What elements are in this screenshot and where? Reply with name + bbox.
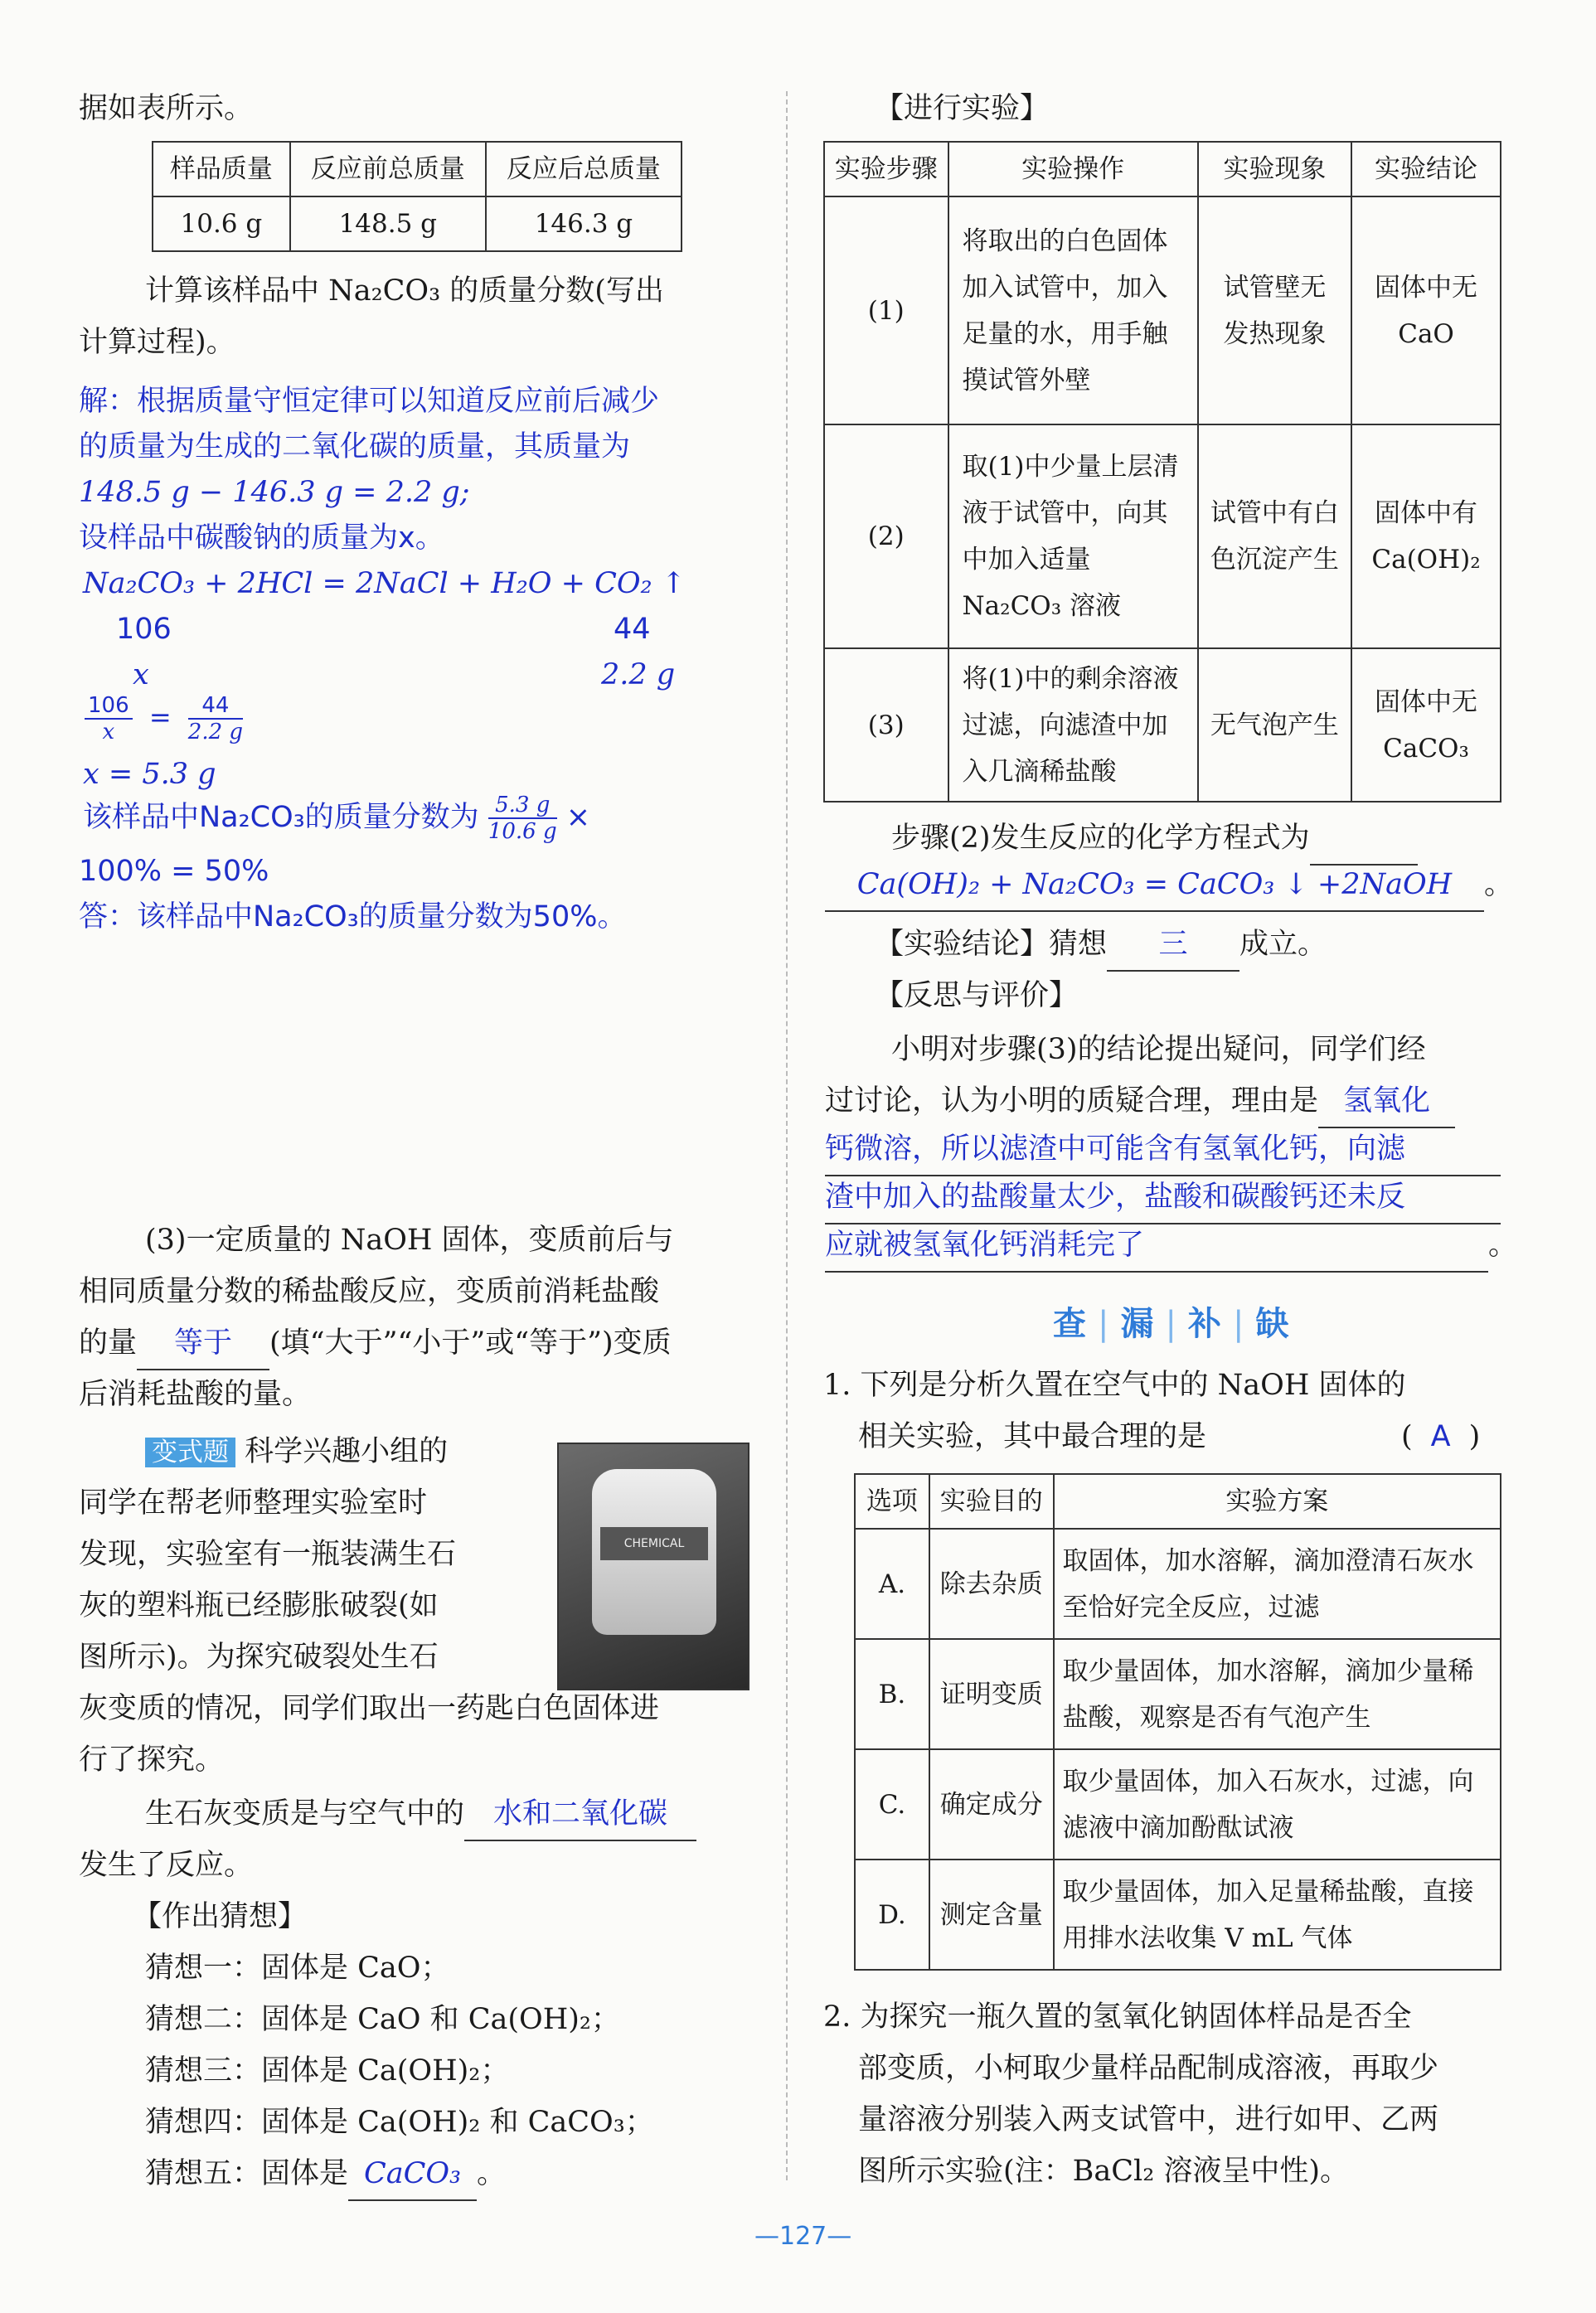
table-cell: 无气泡产生: [1198, 648, 1351, 802]
guess-4: 猜想四：固体是 Ca(OH)₂ 和 CaCO₃；: [145, 2106, 654, 2139]
table-cell: D.: [855, 1860, 929, 1970]
step2-answer-blank: Ca(OH)₂ + Na₂CO₃ = CaCO₃ ↓ +2NaOH: [825, 859, 1484, 912]
solution-line-3: 148.5 g − 146.3 g = 2.2 g;: [79, 476, 470, 509]
q2-line-1: 2. 为探究一瓶久置的氢氧化钠固体样品是否全: [823, 2000, 1412, 2034]
q2-line-3: 量溶液分别装入两支试管中，进行如甲、乙两: [858, 2103, 1439, 2136]
fraction-a: $\frac{106}{x}$: [85, 693, 133, 744]
percent-fraction: $\frac{5.3 g}{10.6 g}$: [488, 793, 557, 844]
solution-line-2: 的质量为生成的二氧化碳的质量，其质量为: [79, 430, 631, 463]
bottle-label: CHEMICAL: [600, 1527, 708, 1560]
table-cell: 10.6 g: [153, 196, 290, 251]
column-divider: [786, 91, 788, 2180]
table-cell: 固体中无 CaO: [1351, 196, 1501, 424]
question-line-1: 计算该样品中 Na₂CO₃ 的质量分数(写出: [145, 274, 664, 308]
guess-5: 猜想五：固体是 CaCO₃ 。: [145, 2148, 506, 2201]
reflect-title: 【反思与评价】: [875, 979, 1079, 1012]
reflect-line-2: 过讨论，认为小明的质疑合理，理由是 氢氧化: [825, 1075, 1455, 1128]
molar-mass-1: 106: [116, 613, 172, 646]
q3-line-4: 后消耗盐酸的量。: [79, 1378, 312, 1411]
section-heading: 查 | 漏 | 补 | 缺: [1053, 1305, 1293, 1343]
table-cell: 取少量固体，加入石灰水，过滤，向滤液中滴加酚酞试液: [1054, 1749, 1501, 1860]
mass-table: [152, 141, 682, 252]
table-header: 反应后总质量: [486, 142, 682, 196]
table-cell: 将取出的白色固体加入试管中，加入足量的水，用手触摸试管外壁: [948, 196, 1198, 424]
co2-mass: 2.2 g: [601, 658, 676, 691]
table-header: 反应前总质量: [290, 142, 486, 196]
table-row: [855, 1474, 1501, 1529]
variant-line-1: 变式题 科学兴趣小组的: [145, 1426, 448, 1478]
q2-line-2: 部变质，小柯取少量样品配制成溶液，再取少: [858, 2052, 1439, 2085]
table-cell: 取固体，加水溶解，滴加澄清石灰水至恰好完全反应，过滤: [1054, 1529, 1501, 1639]
table-row: [824, 142, 1501, 196]
table-cell: B.: [855, 1639, 929, 1749]
proportion: $\frac{106}{x}$ = $\frac{44}{2.2 g}$: [85, 693, 243, 744]
variant-tag: 变式题: [145, 1438, 235, 1467]
table-cell: 证明变质: [929, 1639, 1054, 1749]
table-cell: 取(1)中少量上层清液于试管中，向其中加入适量 Na₂CO₃ 溶液: [948, 424, 1198, 648]
conclusion-answer-blank: 三: [1107, 919, 1239, 972]
page-number: —127—: [754, 2222, 852, 2251]
table-cell: 试管壁无发热现象: [1198, 196, 1351, 424]
answer-line: 答：该样品中Na₂CO₃的质量分数为50%。: [79, 900, 627, 933]
table-row: [855, 1749, 1501, 1860]
chemical-equation: Na₂CO₃ + 2HCl = 2NaCl + H₂O + CO₂ ↑: [83, 567, 686, 600]
table-cell: 固体中无 CaCO₃: [1351, 648, 1501, 802]
lime-line: 生石灰变质是与空气中的 水和二氧化碳: [145, 1788, 696, 1841]
options-table: [854, 1473, 1501, 1971]
table-cell: 测定含量: [929, 1860, 1054, 1970]
q1-answer: A: [1430, 1420, 1451, 1453]
bottle-shape: [592, 1469, 716, 1635]
table-header: 实验操作: [948, 142, 1198, 196]
q1-line-1: 1. 下列是分析久置在空气中的 NaOH 固体的: [823, 1369, 1406, 1402]
lime-line-2: 发生了反应。: [79, 1849, 254, 1882]
variant-line-3: 发现，实验室有一瓶装满生石: [79, 1538, 457, 1571]
table-row: [824, 424, 1501, 648]
table-row: [855, 1529, 1501, 1639]
lime-answer-blank: 水和二氧化碳: [464, 1788, 696, 1841]
variant-line-4: 灰的塑料瓶已经膨胀破裂(如: [79, 1589, 439, 1622]
guess-1: 猜想一：固体是 CaO；: [145, 1952, 450, 1985]
table-cell: 试管中有白色沉淀产生: [1198, 424, 1351, 648]
intro-text: 据如表所示。: [79, 92, 254, 125]
question-line-2: 计算过程)。: [79, 326, 235, 359]
reflect-line-3: [825, 1123, 1501, 1176]
variant-line-6: 灰变质的情况，同学们取出一药匙白色固体进: [79, 1692, 660, 1725]
table-cell: 取少量固体，加水溶解，滴加少量稀盐酸，观察是否有气泡产生: [1054, 1639, 1501, 1749]
table-row: [824, 196, 1501, 424]
guess-2: 猜想二：固体是 CaO 和 Ca(OH)₂；: [145, 2003, 620, 2036]
table-row: [153, 142, 682, 196]
q1-answer-paren: ( A ): [1401, 1420, 1481, 1453]
table-cell: 固体中有 Ca(OH)₂: [1351, 424, 1501, 648]
table-header: 样品质量: [153, 142, 290, 196]
guess-3: 猜想三：固体是 Ca(OH)₂；: [145, 2054, 510, 2088]
q3-line-2: 相同质量分数的稀盐酸反应，变质前消耗盐酸: [79, 1275, 660, 1308]
table-header: 实验结论: [1351, 142, 1501, 196]
unknown-mass: x: [133, 658, 149, 691]
q3-answer-blank: 等于: [137, 1317, 269, 1370]
table-cell: 将(1)中的剩余溶液过滤，向滤渣中加入几滴稀盐酸: [948, 648, 1198, 802]
table-cell: 除去杂质: [929, 1529, 1054, 1639]
q2-line-4: 图所示实验(注：BaCl₂ 溶液呈中性)。: [858, 2155, 1350, 2188]
guess5-answer-blank: CaCO₃: [348, 2148, 477, 2201]
table-header: 选项: [855, 1474, 929, 1529]
conclusion-line: 【实验结论】猜想 三 成立。: [875, 919, 1327, 972]
molar-mass-2: 44: [614, 613, 651, 646]
reflect-line-1: 小明对步骤(3)的结论提出疑问，同学们经: [891, 1033, 1426, 1066]
quicklime-bottle-photo: [557, 1443, 749, 1690]
variant-line-7: 行了探究。: [79, 1743, 225, 1777]
table-row: [824, 648, 1501, 802]
table-cell: C.: [855, 1749, 929, 1860]
q3-line-1: (3)一定质量的 NaOH 固体，变质前后与: [145, 1224, 674, 1257]
reflect-line-4: [825, 1171, 1501, 1224]
reflect-answer-2: 钙微溶，所以滤渣中可能含有氢氧化钙，向滤: [825, 1123, 1501, 1176]
table-header: 实验目的: [929, 1474, 1054, 1529]
q3-line-3: 的量 等于 (填“大于”“小于”或“等于”)变质: [79, 1317, 672, 1370]
reflect-answer-3: 渣中加入的盐酸量太少，盐酸和碳酸钙还未反: [825, 1171, 1501, 1224]
variant-line-5: 图所示)。为探究破裂处生石: [79, 1641, 439, 1674]
reflect-answer-4: 应就被氢氧化钙消耗完了: [825, 1220, 1488, 1273]
table-header: 实验方案: [1054, 1474, 1501, 1529]
solution-line-1: 解：根据质量守恒定律可以知道反应前后减少: [79, 385, 660, 418]
table-row: [855, 1639, 1501, 1749]
table-cell: A.: [855, 1529, 929, 1639]
table-cell: 148.5 g: [290, 196, 486, 251]
percent-line: 该样品中Na₂CO₃的质量分数为 $\frac{5.3 g}{10.6 g}$ ×: [83, 793, 591, 844]
table-row: [153, 196, 682, 251]
table-cell: (1): [824, 196, 948, 424]
reflect-answer-1: 氢氧化: [1318, 1075, 1455, 1128]
step2-line: 步骤(2)发生反应的化学方程式为: [891, 812, 1418, 866]
reflect-line-5: 应就被氢氧化钙消耗完了 。: [825, 1220, 1517, 1273]
percent-line-2: 100% = 50%: [79, 855, 269, 888]
table-cell: 146.3 g: [486, 196, 682, 251]
table-row: [855, 1860, 1501, 1970]
table-cell: 确定成分: [929, 1749, 1054, 1860]
step2-answer-line: Ca(OH)₂ + Na₂CO₃ = CaCO₃ ↓ +2NaOH 。: [825, 859, 1513, 912]
table-cell: (3): [824, 648, 948, 802]
table-header: 实验步骤: [824, 142, 948, 196]
exp-title: 【进行实验】: [875, 92, 1050, 125]
experiment-table: [823, 141, 1501, 803]
solution-line-4: 设样品中碳酸钠的质量为x。: [79, 521, 444, 555]
table-cell: 取少量固体，加入足量稀盐酸，直接用排水法收集 V mL 气体: [1054, 1860, 1501, 1970]
table-cell: (2): [824, 424, 948, 648]
variant-line-2: 同学在帮老师整理实验室时: [79, 1486, 428, 1520]
x-result: x = 5.3 g: [83, 758, 216, 791]
table-header: 实验现象: [1198, 142, 1351, 196]
q1-line-2: 相关实验，其中最合理的是: [858, 1420, 1207, 1453]
guess-title: 【作出猜想】: [133, 1900, 308, 1933]
fraction-b: $\frac{44}{2.2 g}$: [187, 693, 244, 744]
